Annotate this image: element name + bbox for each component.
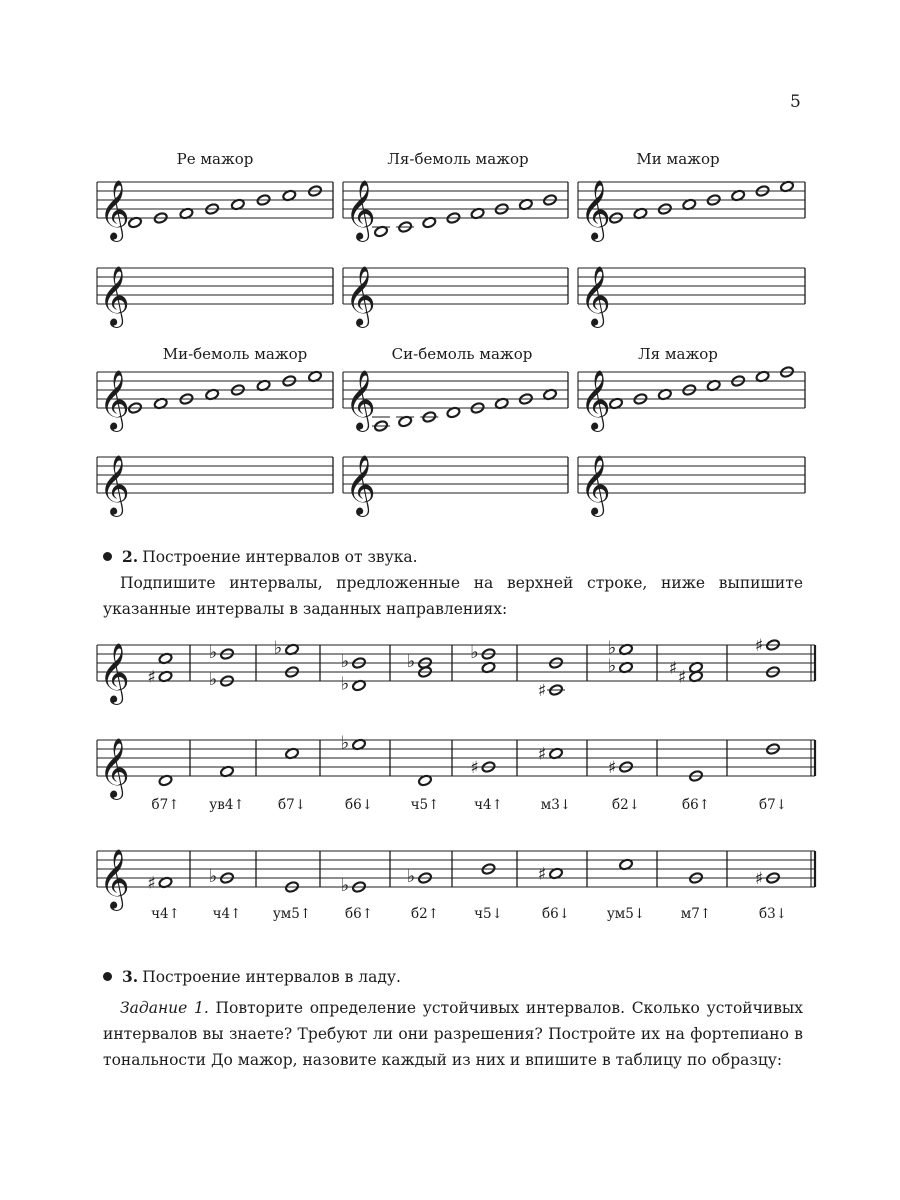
sharp-icon: ♯ xyxy=(754,869,764,889)
flat-icon: ♭ xyxy=(406,651,416,672)
sharp-icon: ♯ xyxy=(668,658,678,679)
flat-icon: ♭ xyxy=(208,866,218,887)
sharp-icon: ♯ xyxy=(607,758,617,778)
scale-title-b-flat-major: Си-бемоль мажор xyxy=(391,345,533,363)
section-3-title: Построение интервалов в ладу. xyxy=(142,968,401,986)
section-2-number: 2. xyxy=(122,547,139,566)
section-2-title: Построение интервалов от звука. xyxy=(142,548,418,566)
interval-label: ч5↓ xyxy=(474,906,503,922)
sharp-icon: ♯ xyxy=(754,636,764,656)
interval-label: б7↑ xyxy=(151,797,180,813)
sharp-icon: ♯ xyxy=(537,864,547,885)
task-1-text: Повторите определение устойчивых интервалов. Сколько устойчивых интервалов вы знаете? Требуют ли они разрешения? Постройте их на фортепиано в тональности До мажор, назовите каждый из них и впишите в таблицу по образцу: xyxy=(103,999,803,1069)
interval-label: б2↑ xyxy=(410,906,440,922)
interval-label: б2↓ xyxy=(611,797,641,813)
bullet-icon xyxy=(103,972,112,981)
scale-title-a-major: Ля мажор xyxy=(638,345,718,363)
scale-title-e-major: Ми мажор xyxy=(636,150,720,168)
section-2-instruction xyxy=(103,570,803,622)
interval-label: ч4↑ xyxy=(212,906,242,922)
sharp-icon: ♯ xyxy=(677,667,687,688)
interval-label: ч4↑ xyxy=(151,906,180,922)
treble-clef-icon: 𝄞 xyxy=(580,266,611,326)
interval-label: ч4↑ xyxy=(474,797,503,813)
sharp-icon: ♯ xyxy=(470,758,479,778)
sharp-icon: ♯ xyxy=(537,681,547,701)
flat-icon: ♭ xyxy=(208,642,218,663)
interval-label: б6↑ xyxy=(344,906,374,922)
treble-clef-icon: 𝄞 xyxy=(99,849,130,909)
interval-label: ч5↑ xyxy=(410,797,440,813)
treble-clef-icon: 𝄞 xyxy=(580,455,611,515)
flat-icon: ♭ xyxy=(607,637,617,659)
flat-icon: ♭ xyxy=(340,732,350,754)
treble-clef-icon: 𝄞 xyxy=(99,180,130,240)
section-3-number: 3. xyxy=(122,967,139,986)
sharp-icon: ♯ xyxy=(537,744,547,765)
section-2-instruction-text: Подпишите интервалы, предложенные на верхней строке, ниже выпишите указанные интервалы в заданных направлениях: xyxy=(103,574,803,618)
treble-clef-icon: 𝄞 xyxy=(99,455,130,515)
flat-icon: ♭ xyxy=(340,651,350,672)
interval-label: м3↓ xyxy=(540,797,572,813)
treble-clef-icon: 𝄞 xyxy=(99,738,130,798)
flat-icon: ♭ xyxy=(470,642,479,663)
page-number: 5 xyxy=(790,92,801,112)
section-3-heading xyxy=(103,967,401,986)
treble-clef-icon: 𝄞 xyxy=(99,643,130,703)
interval-label: ум5↓ xyxy=(606,906,646,922)
interval-label: ув4↑ xyxy=(209,797,245,813)
treble-clef-icon: 𝄞 xyxy=(345,266,376,326)
scale-title-d-major: Ре мажор xyxy=(176,150,254,168)
interval-label: м7↑ xyxy=(680,906,712,922)
flat-icon: ♭ xyxy=(273,637,283,659)
bullet-icon xyxy=(103,552,112,561)
treble-clef-icon: 𝄞 xyxy=(580,370,611,430)
treble-clef-icon: 𝄞 xyxy=(580,180,611,240)
treble-clef-icon: 𝄞 xyxy=(99,370,130,430)
interval-label: ум5↑ xyxy=(272,906,312,922)
interval-label: б7↓ xyxy=(277,797,307,813)
flat-icon: ♭ xyxy=(340,875,350,896)
treble-clef-icon: 𝄞 xyxy=(345,180,376,240)
scale-title-e-flat-major: Ми-бемоль мажор xyxy=(162,345,308,363)
scale-title-a-flat-major: Ля-бемоль мажор xyxy=(387,150,529,168)
task-1-paragraph xyxy=(103,995,803,1073)
flat-icon: ♭ xyxy=(607,655,617,677)
treble-clef-icon: 𝄞 xyxy=(345,370,376,430)
interval-label: б3↓ xyxy=(758,906,788,922)
treble-clef-icon: 𝄞 xyxy=(99,266,130,326)
interval-label: б6↓ xyxy=(541,906,571,922)
interval-label: б6↓ xyxy=(344,797,374,813)
section-2-heading xyxy=(103,547,418,566)
sharp-icon: ♯ xyxy=(147,873,156,894)
treble-clef-icon: 𝄞 xyxy=(345,455,376,515)
flat-icon: ♭ xyxy=(406,866,416,887)
task-1-label: Задание 1. xyxy=(120,999,209,1017)
sharp-icon: ♯ xyxy=(147,667,156,688)
flat-icon: ♭ xyxy=(208,669,218,690)
interval-label: б6↑ xyxy=(681,797,711,813)
interval-label: б7↓ xyxy=(758,797,788,813)
flat-icon: ♭ xyxy=(340,673,350,695)
